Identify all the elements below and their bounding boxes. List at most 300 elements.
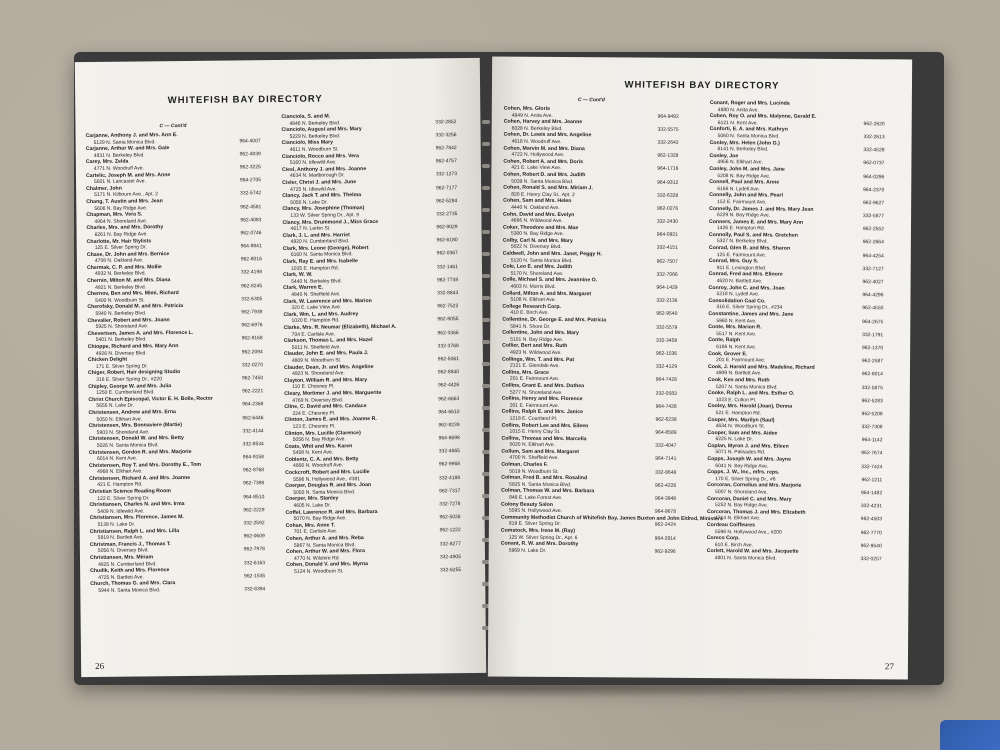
directory-entry: [707, 535, 882, 549]
binding-ring: [482, 120, 490, 124]
entry-address: 6261 N. Bay Ridge Ave.: [94, 231, 148, 238]
entry-address: 4909 N. Bartlett Ave.: [715, 370, 762, 377]
entry-name: Cohen, Arthur A. and Mrs. Reba: [285, 535, 364, 542]
binding-ring: [482, 296, 490, 300]
entry-phone: 332-6255: [439, 567, 462, 574]
directory-column-2: [281, 112, 461, 575]
directory-entry: [707, 496, 882, 510]
entry-address: 5409 N. Idlewild Ave.: [97, 508, 145, 515]
entry-name: Chase, Dr. John and Mrs. Bernice: [86, 250, 170, 258]
entry-phone: 964-2675: [862, 318, 884, 325]
entry-address: 201 E. Fairmount Ave.: [716, 357, 766, 364]
entry-name: Cohen, Robert A. and Mrs. Doris: [503, 158, 584, 165]
entry-phone: 332-3458: [656, 337, 678, 344]
entry-address: 911 E. Lexington Blvd.: [716, 264, 767, 272]
binding-ring: [482, 208, 490, 212]
directory-entry: [707, 548, 882, 562]
entry-phone: 962-5283: [861, 397, 883, 404]
entry-address: 171 E. Silver Spring Dr.: [95, 363, 148, 370]
entry-phone: 332-1791: [862, 331, 884, 339]
directory-entry: [707, 456, 882, 470]
directory-entry: [709, 258, 884, 272]
entry-phone: 964-9841: [240, 243, 262, 250]
entry-address: 1035 E. Hampton Rd.: [290, 265, 340, 272]
entry-phone: 964-4254: [862, 252, 884, 259]
entry-address: 5252 N. Bay Ridge Ave.: [715, 502, 769, 509]
entry-address: 5138 N. Lake Dr.: [97, 521, 136, 528]
entry-name: Conley, John M. and Mrs. Jane: [709, 165, 785, 173]
entry-name: Conant, R. W. and Mrs. Dorothy: [500, 540, 579, 548]
entry-phone: 962-2552: [862, 226, 884, 233]
directory-entry: [707, 443, 882, 457]
entry-phone: 962-0609: [243, 533, 265, 540]
entry-address: 5071 N. Palisades Rd.: [715, 449, 766, 456]
entry-phone: 962-2094: [241, 348, 263, 355]
directory-entry: [708, 298, 883, 312]
directory-entry: [708, 324, 883, 338]
entry-name: Charlotte, Mr. Hair Stylists: [86, 237, 152, 245]
entry-phone: 964-7428: [655, 403, 677, 410]
binding-ring: [482, 252, 490, 256]
directory-entry: [502, 422, 677, 436]
entry-name: Carjanne, Arthur W. and Mrs. Gale: [85, 145, 170, 153]
entry-name: Collins, Robert Lee and Mrs. Eileen: [501, 422, 589, 429]
entry-address: 4968 N. Elkhart Ave.: [97, 468, 143, 476]
entry-address: 1250 E. Cumberland Blvd.: [96, 389, 155, 397]
entry-address: 4956 N. Elkhart Ave.: [717, 159, 763, 166]
entry-phone: 964-7428: [655, 377, 677, 384]
entry-name: Clark, Wm. L. and Mrs. Audrey: [283, 310, 359, 318]
entry-address: 4769 N. Diversey Blvd.: [292, 396, 344, 404]
directory-entry: [503, 145, 678, 159]
entry-address: 320 E. Lake View Ave.: [291, 304, 342, 312]
entry-phone: 962-2229: [243, 507, 265, 514]
entry-address: 5517 N. Kent Ave.: [716, 330, 757, 338]
entry-phone: 962-0276: [656, 205, 679, 212]
entry-phone: 962-8016: [240, 256, 262, 263]
entry-name: Conley, Mrs. Helen (John G.): [709, 139, 780, 147]
entry-name: Corlett, Harold W. and Mrs. Jacquette: [706, 548, 799, 556]
entry-name: Collentine, John and Mrs. Mary: [502, 329, 579, 337]
section-header: C — Cont'd: [159, 122, 187, 130]
entry-address: 5867 N. Santa Monica Blvd.: [293, 541, 356, 549]
directory-entry: [501, 528, 676, 542]
entry-phone: 962-4083: [240, 216, 262, 224]
entry-name: Conrad, Glen B. and Mrs. Sharon: [708, 245, 791, 252]
entry-phone: 332-2613: [863, 134, 885, 141]
entry-name: Corcoran, Thomas J. and Mrs. Elizabeth: [706, 508, 806, 516]
entry-phone: 962-5061: [437, 356, 459, 363]
entry-phone: 332-3768: [437, 342, 459, 350]
entry-address: 4923 N. Shoreland Ave.: [292, 370, 345, 378]
entry-phone: 332-7278: [439, 501, 461, 508]
entry-name: Clauder, Dean, Jr. and Mrs. Angeline: [283, 363, 374, 371]
directory-entry: [710, 113, 885, 127]
entry-name: Clarke, Mrs. R. Neumar (Elizabeth), Michael A.: [283, 323, 397, 331]
entry-name: Cline, C. David and Mrs. Candace: [284, 403, 367, 411]
entry-phone: 962-3366: [437, 329, 459, 336]
entry-name: Conrad, Mrs. Guy S.: [708, 258, 759, 265]
entry-address: 4880 N. Anita Ave.: [717, 106, 759, 113]
entry-name: Constantine, James and Mrs. Jane: [708, 311, 794, 318]
entry-address: 6225 N. Lake Dr.: [715, 436, 754, 443]
entry-phone: 962-1328: [657, 152, 679, 160]
entry-name: Cooper, Mrs. Marilyn (Saul): [707, 416, 775, 424]
entry-phone: 962-1211: [861, 476, 883, 484]
entry-name: Clauder, John E. and Mrs. Paula J.: [283, 350, 369, 358]
entry-address: 4932 N. Berkeley Blvd.: [94, 270, 146, 278]
entry-name: Cohen, Marvin M. and Mrs. Diana: [503, 145, 585, 152]
entry-phone: 332-5877: [862, 213, 885, 220]
entry-name: Conforti, E. A. and Mrs. Kathryn: [709, 126, 788, 133]
entry-name: Chernov, Ben and Mrs. Mimi, Richard: [87, 290, 179, 298]
entry-name: Cianciolo, Miss Mary: [281, 139, 334, 147]
entry-name: Connell, Paul and Mrs. Anne: [709, 179, 780, 186]
binding-ring: [482, 362, 490, 366]
entry-name: Cisler, Christ J. and Mrs. June: [282, 179, 357, 186]
entry-name: Conte, Mrs. Marion R.: [708, 324, 762, 331]
entry-name: Caldwell, John and Mrs. Janet, Peggy H.: [502, 250, 602, 258]
entry-phone: 332-2136: [656, 297, 678, 305]
entry-address: 4856 N. Woodruff Ave.: [293, 462, 344, 470]
entry-phone: 332-0257: [860, 556, 882, 563]
entry-phone: 332-7424: [861, 463, 883, 470]
entry-address: 4825 N. Cumberland Blvd.: [98, 560, 157, 568]
entry-phone: 332-5875: [861, 384, 883, 391]
entry-name: Colman, Thomas W. and Mrs. Barbara: [501, 488, 595, 495]
entry-phone: 332-4129: [655, 363, 678, 370]
entry-address: 421 E. Lake View Ave.: [511, 165, 562, 172]
entry-address: 5108 N. Elkhart Ave.: [510, 296, 556, 304]
left-page: [75, 58, 486, 677]
entry-address: 4605 N. Lake Dr.: [293, 502, 332, 509]
entry-phone: 962-2587: [861, 358, 884, 365]
entry-name: Colman, Charles F.: [501, 461, 548, 469]
entry-name: Collins, Grant E. and Mrs. Dothea: [501, 382, 585, 390]
entry-address: 5056 N. Bay Ridge Ave.: [292, 436, 346, 443]
entry-address: 4634 N. Marlborough Dr.: [289, 172, 345, 180]
entry-address: 5050 N. Lake Dr.: [290, 199, 328, 206]
entry-name: Cianciola, S. and M.: [281, 113, 331, 120]
entry-address: 4611 N. Woodburn St.: [289, 146, 339, 153]
entry-address: 4666 N. Wildwood Ave.: [511, 217, 563, 225]
entry-address: 704 E. Carlisle Ave.: [291, 331, 336, 338]
entry-address: 5596 N. Hollywood Ave., #200: [714, 528, 782, 536]
entry-address: 5277 N. Shoreland Ave.: [509, 389, 563, 396]
entry-phone: 332-2592: [243, 520, 265, 527]
page-number: 26: [95, 660, 105, 671]
directory-column-4: [707, 100, 885, 563]
entry-phone: 964-8698: [438, 435, 460, 442]
entry-address: 5160 N. Idlewild Ave.: [289, 159, 337, 167]
entry-name: Chalmer, John: [86, 185, 122, 192]
entry-name: Ciesl, Anthony J. and Mrs. Joanne: [281, 165, 367, 173]
directory-entry: [502, 356, 677, 370]
entry-phone: 332-6394: [244, 586, 266, 593]
directory-entry: [502, 343, 677, 357]
entry-phone: 964-3948: [654, 495, 677, 502]
entry-phone: 962-9540: [656, 311, 678, 318]
entry-phone: 332-4047: [655, 442, 677, 450]
directory-entry: [501, 488, 676, 502]
entry-phone: 332-2430: [656, 218, 679, 225]
entry-name: Clancy, Jack T. and Mrs. Thelma: [282, 192, 362, 200]
directory-entry: [504, 119, 679, 133]
page-title: WHITEFISH BAY DIRECTORY: [167, 93, 323, 107]
entry-phone: 332-4151: [656, 245, 678, 252]
entry-address: 410 E. Birch Ave.: [510, 310, 549, 317]
entry-address: 152 E. Fairmount Ave.: [717, 199, 767, 206]
entry-phone: 962-2664: [862, 239, 884, 246]
entry-address: 5458 N. Kent Ave.: [292, 449, 334, 457]
entry-address: 201 E. Fairmount Ave.: [509, 376, 560, 383]
entry-name: Collier, Bert and Mrs. Ruth: [502, 342, 568, 350]
page-number: 27: [884, 661, 894, 672]
entry-name: Cohen, Dr. Lewis and Mrs. Angeline: [503, 131, 592, 139]
entry-phone: 962-7522: [437, 303, 459, 310]
entry-name: Christensen, Mrs. Bonnaviere (Martie): [88, 422, 183, 430]
directory-entry: [503, 185, 678, 199]
entry-address: 5124 N. Woodburn St.: [294, 568, 344, 575]
entry-address: 4923 N. Wildwood Ave.: [510, 349, 562, 357]
entry-address: 5026 N. Santa Monica Blvd.: [96, 442, 159, 449]
entry-phone: 964-1716: [657, 166, 679, 173]
entry-name: Chiger, Robert, Hair designing Studio: [88, 369, 181, 377]
entry-phone: 332-6328: [657, 192, 679, 199]
entry-phone: 964-7141: [655, 456, 677, 463]
entry-phone: 964-9678: [654, 508, 677, 516]
entry-name: Collins, Ralph E. and Mrs. Janice: [501, 408, 584, 416]
entry-address: 5208 N. Bay Ridge Ave.: [717, 172, 771, 180]
entry-address: 4618 N. Woodruff Ave.: [511, 138, 562, 145]
entry-name: Cherofsky, Donald M. and Mrs. Patricia: [87, 303, 183, 311]
directory-entry: [286, 560, 461, 575]
entry-phone: 962-7317: [439, 487, 461, 495]
entry-phone: 962-6238: [655, 416, 677, 423]
entry-address: 201 E. Fairmount Ave.: [509, 402, 560, 409]
entry-phone: 332-2642: [657, 139, 679, 146]
binding-ring: [482, 142, 490, 146]
directory-entry: [708, 403, 883, 417]
entry-address: 316 E. Silver Spring Dr., #234: [716, 304, 783, 311]
entry-name: Corcoran, Cornelius and Mrs. Marjorie: [707, 482, 802, 490]
entry-phone: 962-6014: [861, 371, 883, 378]
entry-phone: 332-4528: [863, 147, 885, 154]
entry-address: 110 E. Chesney Pl.: [292, 383, 335, 391]
entry-phone: 332-2852: [435, 118, 457, 125]
entry-address: 5940 N. Berkeley Blvd.: [95, 310, 147, 317]
directory-entry: [503, 277, 678, 291]
entry-phone: 962-7738: [436, 276, 459, 284]
directory-entry: [501, 541, 676, 555]
entry-phone: 962-7507: [656, 258, 678, 265]
entry-address: 4809 N. Woodburn St.: [291, 357, 342, 364]
directory-entry: [503, 198, 678, 212]
directory-entry: [501, 462, 676, 476]
entry-name: Charles, Mrs. and Mrs. Dorothy: [86, 224, 164, 232]
entry-address: 1020 E. Hampton Rd.: [291, 317, 340, 325]
directory-entry: [708, 364, 883, 378]
directory-entry: [707, 522, 882, 536]
entry-phone: 964-0296: [863, 173, 885, 180]
entry-phone: 332-1273: [435, 171, 458, 178]
entry-address: 224 E. Chesney Pl.: [292, 410, 336, 417]
entry-address: 5440 N. Berkeley Blvd.: [291, 278, 342, 285]
entry-address: 4440 N. Oakland Ave.: [511, 204, 560, 211]
entry-name: Comstock, Mrs. Irene M. (Ray): [500, 527, 575, 535]
entry-name: Chudik, Keith and Mrs. Florence: [90, 567, 170, 575]
binding-ring: [482, 318, 490, 322]
entry-phone: 962-8768: [242, 467, 265, 474]
entry-address: 133 W. Silver Spring Dr., Apt. 9: [290, 212, 360, 219]
entry-name: Copps, Joseph W. and Mrs. Jayne: [707, 456, 791, 463]
entry-name: Carey, Mrs. Zelda: [85, 158, 129, 166]
entry-name: Colby, Carl N. and Mrs. Mary: [502, 237, 573, 244]
directory-entry: [710, 140, 885, 154]
directory-entry: [504, 132, 679, 146]
directory-entry: [708, 417, 883, 431]
entry-address: 125 E. Fairmount Ave.: [716, 251, 767, 259]
directory-entry: [501, 501, 676, 515]
entry-address: 5060 N. Santa Monica Blvd.: [717, 133, 780, 140]
entry-address: 5401 N. Berkeley Blvd.: [95, 336, 147, 344]
entry-phone: 332-4144: [242, 427, 264, 435]
entry-address: 6166 N. Kent Ave.: [716, 344, 757, 351]
directory-entry: [709, 192, 884, 206]
entry-phone: 332-2735: [436, 211, 458, 218]
entry-address: 1023 E. Colton Pl.: [715, 396, 757, 404]
entry-phone: 332-4231: [860, 503, 883, 510]
directory-entry: [504, 106, 679, 120]
entry-address: 4603 N. Morris Blvd.: [510, 283, 556, 291]
entry-address: 6028 N. Berkeley Blvd.: [511, 125, 563, 132]
entry-name: Chioppe, Richard and Mrs. Mary Ann: [87, 343, 179, 351]
directory-entry: [502, 369, 677, 383]
page-title: WHITEFISH BAY DIRECTORY: [624, 79, 780, 92]
entry-phone: 964-8589: [655, 429, 677, 436]
entry-phone: 962-6976: [241, 322, 263, 329]
entry-name: Clark, Warren E.: [283, 284, 324, 292]
entry-address: 125 E. Silver Spring Dr.: [94, 244, 147, 252]
entry-name: Cohen, Mrs. Gloria: [503, 105, 550, 112]
entry-name: Christensen, Richard A. and Mrs. Joanne: [89, 474, 191, 482]
entry-name: Colman, Fred B. and Mrs. Rosalind: [501, 474, 588, 482]
entry-address: 5019 N. Woodburn St.: [509, 468, 559, 475]
entry-address: 701 E. Carlisle Ave.: [293, 528, 338, 536]
entry-phone: 962-4226: [655, 482, 677, 489]
entry-address: 610 E. Birch Ave.: [714, 541, 754, 549]
entry-name: Christian Science Reading Room: [89, 488, 171, 496]
entry-name: Conners, James E. and Mrs. Mary Ann: [709, 218, 804, 226]
entry-name: Cartelic, Joseph M. and Mrs. Anne: [85, 171, 171, 179]
entry-address: 5903 N. Shoreland Ave.: [96, 429, 150, 436]
entry-phone: 962-0367: [436, 250, 458, 257]
entry-address: 4926 N. Diversey Blvd.: [95, 349, 147, 357]
entry-phone: 962-9296: [654, 548, 676, 555]
directory-entry: [503, 158, 678, 172]
directory-entry: [710, 126, 885, 140]
entry-name: Coreco Corp.: [706, 535, 740, 542]
entry-phone: 964-2368: [242, 401, 264, 408]
entry-name: Coplan, Myron J. and Mrs. Eileen: [707, 442, 789, 450]
entry-address: 5218 N. Lydell Ave.: [716, 291, 760, 298]
entry-address-line: [707, 555, 882, 563]
entry-phone: 332-5575: [657, 126, 679, 133]
entry-phone: 962-1536: [655, 350, 678, 357]
entry-name: Conroy, John C. and Mrs. Joan: [708, 284, 785, 292]
entry-phone: 332-8277: [439, 540, 461, 547]
entry-address: 5327 N. Berkeley Blvd.: [716, 238, 768, 245]
entry-phone: 962-5284: [436, 197, 458, 205]
entry-address: 4722 N. Hollywood Ave.: [511, 151, 565, 159]
entry-address: 819 E. Silver Spring Dr.: [508, 521, 561, 528]
entry-name: Clark, Ray E. and Mrs. Isabelle: [282, 258, 358, 266]
binding-ring: [482, 230, 490, 234]
directory-entry: [502, 409, 677, 423]
entry-phone: 332-7127: [862, 265, 884, 273]
directory-entry: [707, 482, 882, 496]
entry-address: 4617 N. Larkin St.: [290, 225, 331, 232]
entry-phone: 332-7308: [861, 424, 883, 431]
entry-name: Connelly, Dr. James J. and Mrs. Mary Jean: [709, 205, 814, 213]
entry-phone: 962-8168: [241, 335, 263, 342]
directory-entry: [710, 100, 885, 114]
entry-phone: 962-2424: [654, 522, 676, 529]
entry-phone: 964-1142: [861, 437, 883, 444]
entry-address: 4846 N. Berkeley Blvd.: [289, 119, 341, 127]
entry-phone: 332-1461: [436, 263, 458, 271]
entry-name: Cook, J. Harold and Mrs. Madeline, Richard: [707, 363, 815, 371]
directory-entry: [503, 224, 678, 238]
entry-name: Cordeau Coiffeures: [706, 522, 756, 529]
entry-address: 1015 E. Henry Clay St.: [509, 428, 561, 436]
entry-name: Coerper, Douglas R. and Mrs. Joan: [285, 482, 372, 490]
entry-address: 4634 N. Woodburn St.: [715, 423, 766, 430]
directory-column-1: [85, 122, 265, 594]
entry-name: Carjanne, Anthony J. and Mrs. Ann E.: [85, 132, 178, 140]
entry-address: 5595 N. Hollywood Ave.: [508, 507, 563, 515]
entry-name: Collum, Sam and Mrs. Margaret: [501, 448, 579, 456]
entry-address: 5101 N. Bay Ridge Ave.: [510, 336, 564, 343]
entry-phone: 962-4027: [862, 279, 884, 286]
entry-name: Christ Church Episcopal, Victor E. H. Bolle, Rector: [88, 395, 213, 403]
directory-entry: [502, 303, 677, 317]
entry-phone: 332-4198: [240, 269, 263, 276]
entry-address: 4725 N. Bartlett Ave.: [98, 574, 145, 581]
entry-name: Christiansen, Charles N. and Mrs. Irma: [89, 501, 185, 509]
entry-name: Coffel, Lawrence R. and Mrs. Barbara: [285, 508, 378, 516]
directory-entry: [503, 237, 678, 251]
entry-name: Chermak, C. P. and Mrs. Mollie: [86, 264, 162, 271]
entry-name: Christiansen, Ralph L. and Mrs. Lilla: [89, 527, 180, 535]
binding-ring: [482, 340, 490, 344]
entry-address: 4725 N. Idlewild Ave.: [290, 185, 337, 193]
entry-name: Cohen, Sam and Mrs. Helen: [503, 197, 572, 205]
entry-address: 5056 N. Diversey Blvd.: [97, 547, 149, 555]
entry-address-line: [286, 567, 461, 575]
entry-name: Cooper, Sam and Mrs. Aidee: [707, 429, 778, 437]
entry-address: 820 E. Henry Clay St., Apt. 2: [511, 191, 575, 198]
entry-name: Connelly, John and Mrs. Pearl: [709, 192, 783, 199]
entry-phone: 332-3256: [435, 131, 457, 139]
entry-address: 5841 N. Shore Dr.: [510, 323, 551, 330]
entry-phone: 332-6305: [241, 296, 263, 303]
entry-name: Conte, Ralph: [708, 337, 741, 344]
entry-address: 4700 N. Sheffield Ave.: [509, 455, 559, 462]
entry-name: Conant, Roger and Mrs. Lucinda: [709, 100, 790, 107]
entry-address: 1218 E. Courtland Pl.: [509, 415, 558, 422]
directory-entry: [707, 469, 882, 483]
